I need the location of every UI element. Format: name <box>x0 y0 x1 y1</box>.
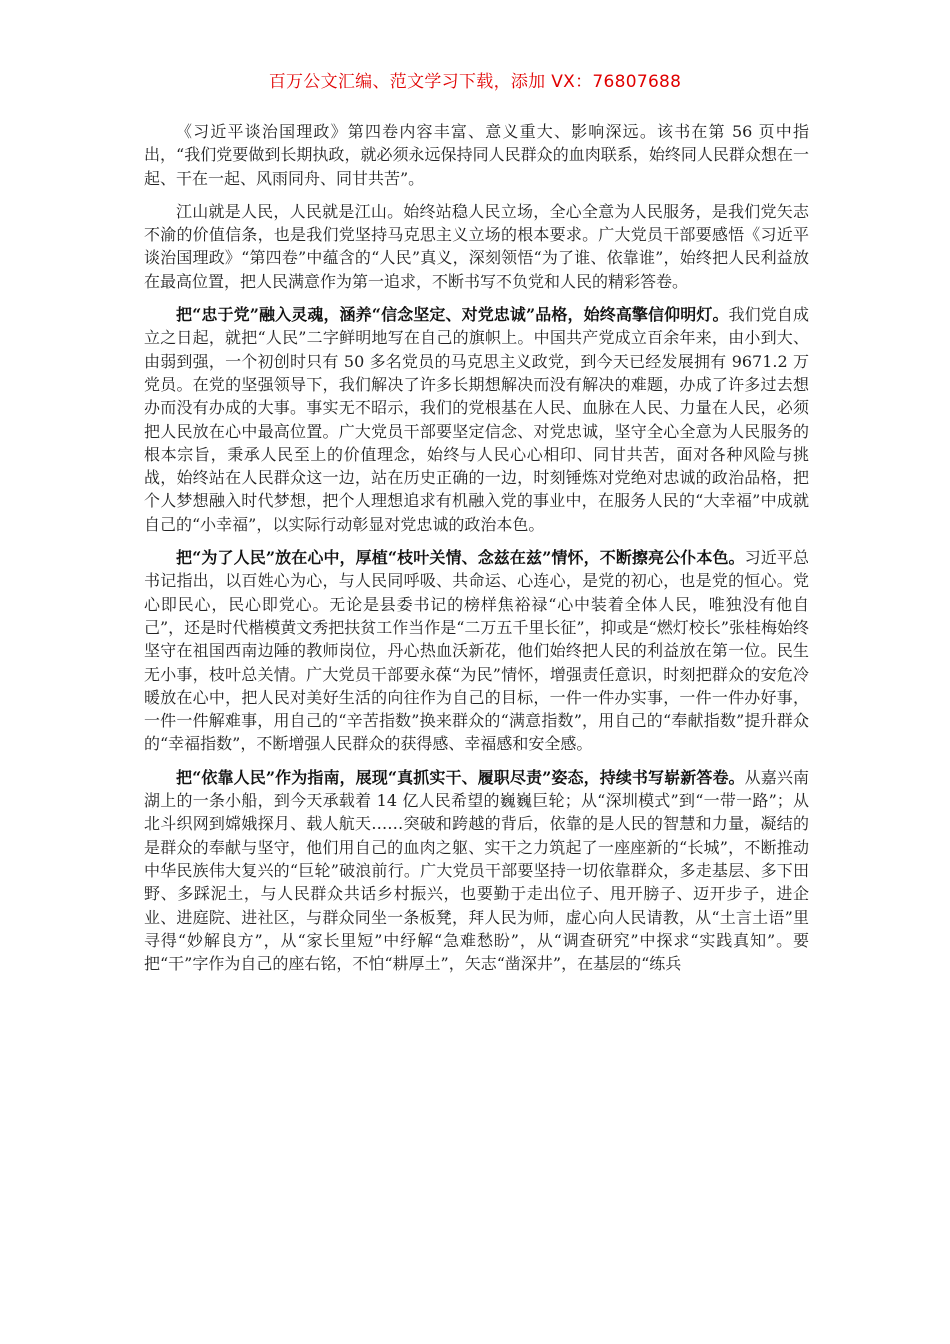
paragraph-lead: 把“依靠人民”作为指南，展现“真抓实干、履职尽责”姿态，持续书写崭新答卷。 <box>176 767 745 787</box>
paragraph-lead: 把“为了人民”放在心中，厚植“枝叶关情、念兹在兹”情怀，不断擦亮公仆本色。 <box>176 548 745 568</box>
article-body <box>144 120 809 985</box>
paragraph-text: 《习近平谈治国理政》第四卷内容丰富、意义重大、影响深远。该书在第 56 页中指出，“我们党要做到长期执政，就必须永远保持同人民群众的血肉联系，始终同人民群众想在一起、干在一起、风雨同舟、同甘共苦”。 <box>144 122 809 188</box>
paragraph-text: 从嘉兴南湖上的一条小船，到今天承载着 14 亿人民希望的巍巍巨轮；从“深圳模式”到“一带一路”；从北斗织网到嫦娥探月、载人航天……突破和跨越的背后，依靠的是人民的智慧和力量，凝结的是群众的奉献与坚守，他们用自己的血肉之躯、实干之力筑起了一座座新的“长城”，不断推动中华民族伟大复兴的“巨轮”破浪前行。广大党员干部要坚持一切依靠群众，多走基层、多下田野、多踩泥土，与人民群众共话乡村振兴，也要勤于走出位子、甩开膀子、迈开步子，进企业、进庭院、进社区，与群众同坐一条板凳，拜人民为师，虚心向人民请教，从“土言土语”里寻得“妙解良方”，从“家长里短”中纾解“急难愁盼”，从“调查研究”中探求“实践真知”。要把“干”字作为自己的座右铭，不怕“耕厚土”，矢志“凿深井”，在基层的“练兵 <box>144 767 809 974</box>
paragraph-text: 江山就是人民，人民就是江山。始终站稳人民立场，全心全意为人民服务，是我们党矢志不渝的价值信条，也是我们党坚持马克思主义立场的根本要求。广大党员干部要感悟《习近平谈治国理政》“第四卷”中蕴含的“人民”真义，深刻领悟“为了谁、依靠谁”，始终把人民利益放在最高位置，把人民满意作为第一追求，不断书写不负党和人民的精彩答卷。 <box>144 201 809 291</box>
paragraph-text: 我们党自成立之日起，就把“人民”二字鲜明地写在自己的旗帜上。中国共产党成立百余年来，由小到大、由弱到强，一个初创时只有 50 多名党员的马克思主义政党，到今天已经发展拥有 9671.2 万党员。在党的坚强领导下，我们解决了许多长期想解决而没有解决的难题，办成了许多过去想办而没有办成的大事。事实无不昭示，我们的党根基在人民、血脉在人民、力量在人民，必须把人民放在心中最高位置。广大党员干部要坚定信念、对党忠诚，坚守全心全意为人民服务的根本宗旨，秉承人民至上的价值理念，始终与人民心心相印、同甘共苦，面对各种风险与挑战，始终站在人民群众这一边，站在历史正确的一边，时刻锤炼对党绝对忠诚的政治品格，把个人梦想融入时代梦想，把个人理想追求有机融入党的事业中，在服务人民的“大幸福”中成就自己的“小幸福”，以实际行动彰显对党忠诚的政治本色。 <box>144 305 809 534</box>
paragraph-lead: 把“忠于党”融入灵魂，涵养“信念坚定、对党忠诚”品格，始终高擎信仰明灯。 <box>176 305 729 325</box>
header-banner: 百万公文汇编、范文学习下载，添加 VX：76807688 <box>268 72 682 92</box>
paragraph-5 <box>144 766 809 976</box>
paragraph-1 <box>144 120 809 190</box>
paragraph-2 <box>144 200 809 293</box>
paragraph-text: 习近平总书记指出，以百姓心为心，与人民同呼吸、共命运、心连心，是党的初心，也是党的恒心。党心即民心，民心即党心。无论是县委书记的榜样焦裕禄“心中装着全体人民，唯独没有他自己”，还是时代楷模黄文秀把扶贫工作当作是“二万五千里长征”，抑或是“燃灯校长”张桂梅始终坚守在祖国西南边陲的教师岗位，丹心热血沃新花，他们始终把人民的利益放在第一位。民生无小事，枝叶总关情。广大党员干部要永葆“为民”情怀，增强责任意识，时刻把群众的安危冷暖放在心中，把人民对美好生活的向往作为自己的目标，一件一件办实事，一件一件办好事，一件一件解难事，用自己的“辛苦指数”换来群众的“满意指数”，用自己的“奉献指数”提升群众的“幸福指数”，不断增强人民群众的获得感、幸福感和安全感。 <box>144 548 809 754</box>
paragraph-4 <box>144 546 809 756</box>
paragraph-3 <box>144 303 809 536</box>
